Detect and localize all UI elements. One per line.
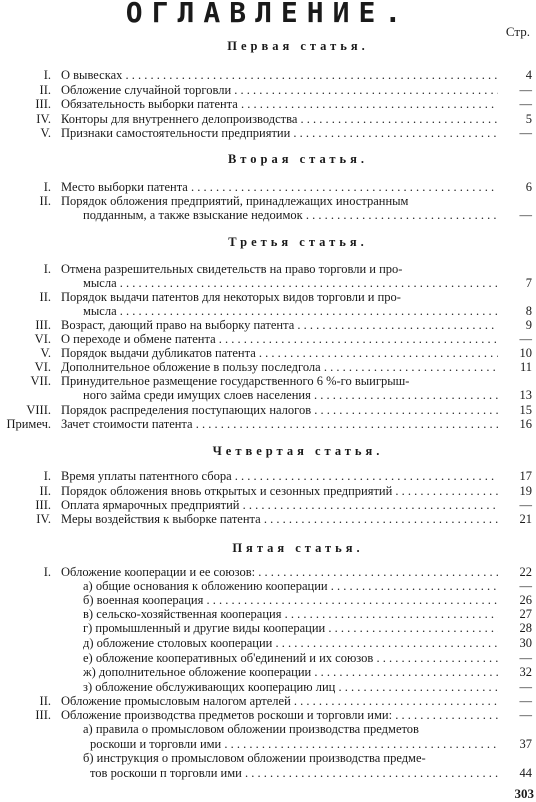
toc-entry	[0, 346, 532, 361]
section-heading-1: Первая статья.	[227, 39, 369, 53]
entry-text: Обязательность выборки патента . . .	[61, 97, 498, 112]
entry-text: О переходе и обмене патента . . .	[61, 332, 498, 347]
toc-entry	[0, 751, 532, 766]
entry-number: VIII.	[26, 403, 51, 417]
entry-text: тов роскоши п торговли ими . . .	[90, 766, 498, 781]
entry-number: I.	[43, 469, 51, 483]
entry-number: III.	[35, 708, 51, 722]
entry-text: Обложение производства предметов роскоши и торговли ими: . . .	[61, 708, 498, 723]
entry-number: I.	[43, 565, 51, 579]
section-heading-5: Пятая статья.	[232, 541, 364, 555]
entry-page: 9	[498, 318, 532, 333]
toc-entry	[0, 512, 532, 527]
entry-text: Дополнительное обложение в пользу последгола . . .	[61, 360, 498, 375]
entry-text: е) обложение кооперативных об'единений и их союзов . . .	[83, 651, 498, 666]
entry-number: VI.	[34, 360, 51, 374]
toc-entry	[0, 180, 532, 195]
toc-entry	[0, 276, 532, 291]
toc-entry	[0, 766, 532, 781]
entry-page: 21	[498, 512, 532, 527]
entry-page: —	[498, 694, 532, 709]
toc-entry	[0, 621, 532, 636]
toc-entry	[0, 417, 532, 432]
toc-entry	[0, 360, 532, 375]
entry-page: 17	[498, 469, 532, 484]
toc-entry	[0, 112, 532, 127]
entry-text: Порядок выдачи дубликатов патента . . .	[61, 346, 498, 361]
toc-entry	[0, 665, 532, 680]
entry-text: мысла . . .	[83, 304, 498, 319]
entry-page: —	[498, 83, 532, 98]
toc-entry	[0, 262, 532, 277]
entry-number: I.	[43, 262, 51, 276]
entry-page: —	[498, 126, 532, 141]
entry-number: I.	[43, 180, 51, 194]
entry-text: Оплата ярмарочных предприятий . . .	[61, 498, 498, 513]
toc-entry	[0, 593, 532, 608]
entry-text: а) общие основания к обложению кооперации . . .	[83, 579, 498, 594]
entry-number: III.	[35, 97, 51, 111]
entry-page: 32	[498, 665, 532, 680]
entry-text: г) промышленный и другие виды кооперации . . .	[83, 621, 498, 636]
entry-text: ж) дополнительное обложение кооперации . . .	[83, 665, 498, 680]
page-number: 303	[514, 786, 534, 801]
entry-number: II.	[39, 484, 51, 498]
entry-text: роскоши и торговли ими . . .	[90, 737, 498, 752]
entry-number: II.	[39, 83, 51, 97]
entry-page: 8	[498, 304, 532, 319]
entry-text: Признаки самостоятельности предприятии . . .	[61, 126, 498, 141]
entry-number: II.	[39, 694, 51, 708]
entry-text: Обложение промысловым налогом артелей . . .	[61, 694, 498, 709]
entry-number: V.	[40, 126, 51, 140]
entry-page: 15	[498, 403, 532, 418]
entry-page: 7	[498, 276, 532, 291]
entry-text: Порядок выдачи патентов для некоторых видов торговли и про-	[61, 290, 401, 304]
toc-entry	[0, 83, 532, 98]
entry-text: Отмена разрешительных свидетельств на право торговли и про-	[61, 262, 403, 276]
entry-number: II.	[39, 290, 51, 304]
entry-page: —	[498, 651, 532, 666]
entry-text: Принудительное размещение государственного 6 %-го выигрыш-	[61, 374, 410, 388]
toc-entry	[0, 651, 532, 666]
entry-text: Конторы для внутреннего делопроизводства . . .	[61, 112, 498, 127]
entry-page: —	[498, 579, 532, 594]
entry-number: I.	[43, 68, 51, 82]
entry-text: Место выборки патента . . .	[61, 180, 498, 195]
toc-entry	[0, 374, 532, 389]
entry-text: д) обложение столовых кооперации . . .	[83, 636, 498, 651]
entry-number: IV.	[36, 512, 51, 526]
entry-text: Порядок обложения вновь открытых и сезонных предприятий . . .	[61, 484, 498, 499]
entry-text: подданным, а также взыскание недоимок . . .	[83, 208, 498, 223]
entry-page: —	[498, 708, 532, 723]
toc-entry	[0, 708, 532, 723]
entry-page: 26	[498, 593, 532, 608]
entry-page: 10	[498, 346, 532, 361]
entry-number: VII.	[30, 374, 51, 388]
entry-text: з) обложение обслуживающих кооперацию лиц . . .	[83, 680, 498, 695]
entry-page: 27	[498, 607, 532, 622]
entry-page: 5	[498, 112, 532, 127]
page-column-label: Стр.	[505, 24, 530, 39]
entry-page: —	[498, 208, 532, 223]
entry-text: б) военная кооперация . . .	[83, 593, 498, 608]
entry-text: Время уплаты патентного сбора . . .	[61, 469, 498, 484]
toc-entry	[0, 579, 532, 594]
section-heading-3: Третья статья.	[228, 235, 368, 249]
entry-number: IV.	[36, 112, 51, 126]
entry-number: III.	[35, 498, 51, 512]
entry-text: Обложение кооперации и ее союзов: . . .	[61, 565, 498, 580]
entry-page: 13	[498, 388, 532, 403]
toc-entry	[0, 694, 532, 709]
entry-page: —	[498, 332, 532, 347]
toc-entry	[0, 332, 532, 347]
toc-entry	[0, 469, 532, 484]
entry-number: II.	[39, 194, 51, 208]
section-heading-4: Четвертая статья.	[212, 444, 384, 458]
entry-text: Обложение случайной торговли . . .	[61, 83, 498, 98]
entry-text: мысла . . .	[83, 276, 498, 291]
toc-entry	[0, 290, 532, 305]
entry-text: б) инструкция о промысловом обложении производства предме-	[83, 751, 426, 765]
toc-entry	[0, 304, 532, 319]
toc-entry	[0, 680, 532, 695]
entry-page: 30	[498, 636, 532, 651]
entry-number: VI.	[34, 332, 51, 346]
toc-entry	[0, 208, 532, 223]
toc-entry	[0, 636, 532, 651]
section-heading-2: Вторая статья.	[227, 152, 369, 166]
toc-entry	[0, 498, 532, 513]
toc-entry	[0, 722, 532, 737]
toc-entry	[0, 737, 532, 752]
entry-number: Примеч.	[6, 417, 51, 431]
page-title: ОГЛАВЛЕНИЕ.	[125, 0, 411, 29]
entry-text: а) правила о промысловом обложении производства предметов	[83, 722, 419, 736]
entry-page: 19	[498, 484, 532, 499]
entry-text: ного займа среди имущих слоев населения . . .	[83, 388, 498, 403]
entry-page: 22	[498, 565, 532, 580]
entry-text: Порядок распределения поступающих налогов . . .	[61, 403, 498, 418]
toc-entry	[0, 403, 532, 418]
entry-page: 37	[498, 737, 532, 752]
toc-entry	[0, 126, 532, 141]
entry-page: 11	[498, 360, 532, 375]
toc-entry	[0, 565, 532, 580]
entry-text: Порядок обложения предприятий, принадлежащих иностранным	[61, 194, 409, 208]
entry-page: 6	[498, 180, 532, 195]
toc-entry	[0, 388, 532, 403]
entry-text: О вывесках . . .	[61, 68, 498, 83]
entry-page: —	[498, 97, 532, 112]
entry-text: Возраст, дающий право на выборку патента . . .	[61, 318, 498, 333]
entry-number: V.	[40, 346, 51, 360]
toc-entry	[0, 194, 532, 209]
entry-text: Зачет стоимости патента . . .	[61, 417, 498, 432]
toc-entry	[0, 318, 532, 333]
toc-entry	[0, 97, 532, 112]
toc-entry	[0, 484, 532, 499]
entry-page: 16	[498, 417, 532, 432]
toc-entry	[0, 68, 532, 83]
entry-text: Меры воздействия к выборке патента . . .	[61, 512, 498, 527]
entry-number: III.	[35, 318, 51, 332]
entry-page: 28	[498, 621, 532, 636]
entry-page: 4	[498, 68, 532, 83]
entry-text: в) сельско-хозяйственная кооперация . . .	[83, 607, 498, 622]
entry-page: —	[498, 498, 532, 513]
entry-page: —	[498, 680, 532, 695]
toc-entry	[0, 607, 532, 622]
entry-page: 44	[498, 766, 532, 781]
